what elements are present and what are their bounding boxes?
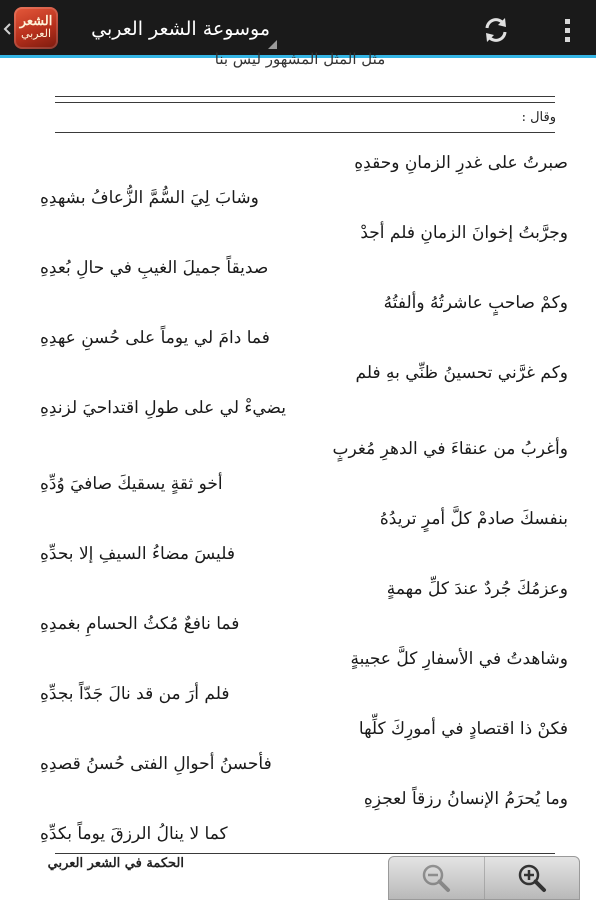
verse-line: وشابَ لِيَ السُّمَّ الزُّعافُ بشهدِهِ (40, 188, 259, 208)
logo-text-line1: الشعر (19, 14, 53, 29)
refresh-button[interactable] (476, 12, 516, 48)
spinner-indicator-icon (268, 40, 277, 49)
verse-line: أخو ثقةٍ يسقيكَ صافيَ وُدِّهِ (40, 474, 223, 494)
divider-line (55, 132, 555, 133)
verse-line: صبرتُ على غدرِ الزمانِ وحقدِهِ (354, 153, 568, 173)
chevron-left-icon[interactable] (2, 20, 12, 38)
verse-line: صديقاً جميلَ الغيبِ في حالِ بُعدِهِ (40, 258, 269, 278)
app-logo[interactable] (14, 7, 58, 49)
overflow-dot (565, 19, 570, 24)
zoom-in-icon (516, 862, 548, 894)
divider-line (55, 853, 555, 854)
verse-line: كما لا ينالُ الرزقَ يوماً بكدِّهِ (40, 824, 228, 844)
verse-line: فكنْ ذا اقتصادٍ في أمورِكَ كلِّها (358, 719, 568, 739)
verse-line: فما دامَ لي يوماً على حُسنِ عهدِهِ (40, 328, 270, 348)
zoom-controls (388, 856, 580, 900)
verse-line: فلم أرَ من قد نالَ جَدّاً بجدِّهِ (40, 684, 230, 704)
verse-line: وجرَّبتُ إخوانَ الزمانِ فلم أجدْ (360, 223, 568, 243)
verse-line: فأحسنُ أحوالِ الفتى حُسنُ قصدِهِ (40, 754, 272, 774)
zoom-in-button[interactable] (485, 857, 580, 899)
overflow-menu-button[interactable] (552, 12, 582, 48)
divider-line (55, 96, 555, 97)
verse-line: وشاهدتُ في الأسفارِ كلَّ عجيبةٍ (350, 649, 568, 669)
verse-line: وما يُحرَمُ الإنسانُ رزقاً لعجزِهِ (363, 789, 568, 809)
zoom-out-icon (420, 862, 452, 894)
verse-line: فما نافعٌ مُكثُ الحسامِ بغمدِهِ (40, 614, 240, 634)
book-page[interactable] (0, 50, 596, 900)
app-title[interactable]: موسوعة الشعر العربي (91, 18, 270, 40)
refresh-icon (481, 15, 511, 45)
cut-off-text: مثل المثل المشهور ليس بنا (214, 50, 386, 68)
overflow-dot (565, 28, 570, 33)
verse-line: وكم غرَّني تحسينُ ظنِّي بهِ فلم (355, 363, 568, 383)
verse-line: فليسَ مضاءُ السيفِ إلا بحدِّهِ (40, 544, 235, 564)
intro-label: وقال : (521, 110, 556, 125)
verse-line: يضيءْ لي على طولِ اقتداحيَ لزندِهِ (40, 398, 287, 418)
overflow-dot (565, 37, 570, 42)
verse-line: بنفسكَ صادمْ كلَّ أمرٍ تريدُهُ (379, 509, 568, 529)
verse-line: وعزمُكَ جُردٌ عندَ كلِّ مهمةٍ (386, 579, 568, 599)
verse-line: وأغربُ من عنقاءَ في الدهرِ مُغربٍ (332, 439, 568, 459)
divider-line (55, 102, 555, 103)
zoom-out-button[interactable] (389, 857, 485, 899)
logo-text-line2: العربي (20, 27, 51, 40)
verse-line: وكمْ صاحبٍ عاشرتُهُ وألفتُهُ (383, 293, 568, 313)
page-footer: الحكمة في الشعر العربي (47, 856, 184, 871)
